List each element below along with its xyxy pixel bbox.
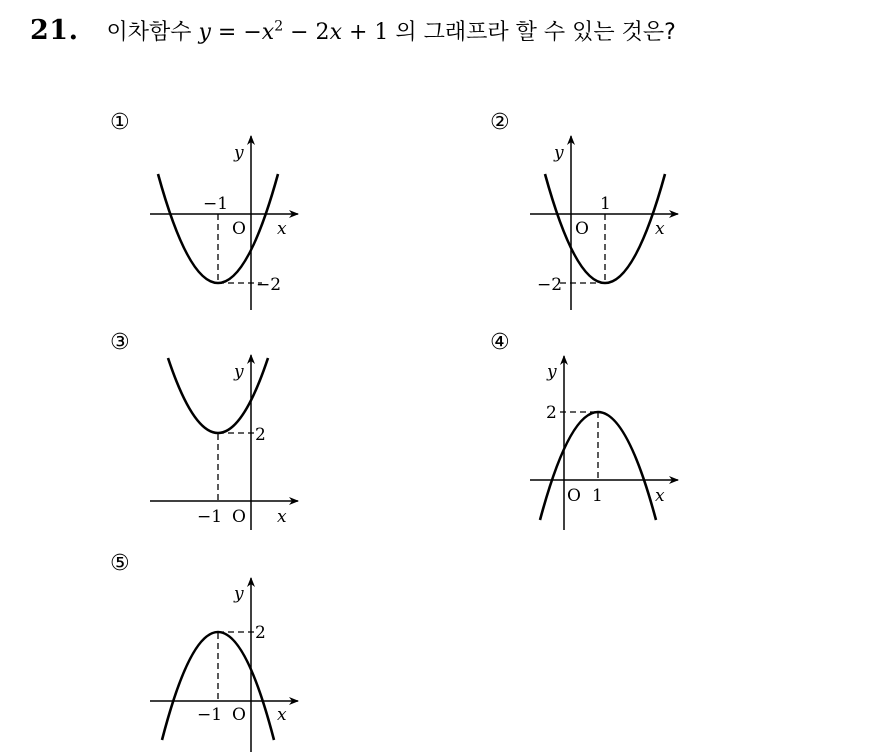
choice-2-vertex-y-label: −2 <box>537 275 563 295</box>
question-suffix: 의 그래프라 할 수 있는 것은? <box>395 19 676 45</box>
choice-1-mark[interactable]: ① <box>110 110 130 135</box>
choice-2-y-label: y <box>554 143 564 163</box>
question-prefix: 이차함수 <box>106 19 192 45</box>
choice-5-origin-label: O <box>232 705 246 725</box>
choice-3-vertex-x-label: −1 <box>197 507 223 527</box>
choice-2-mark[interactable]: ② <box>490 110 510 135</box>
choice-5-axes <box>150 578 298 752</box>
choice-4-vertex-y-label: 2 <box>546 403 557 423</box>
choice-1-origin-label: O <box>232 219 246 239</box>
choice-1-vertex-x-label: −1 <box>203 194 229 214</box>
choice-5-y-label: y <box>234 584 244 604</box>
choice-4-x-label: x <box>655 486 665 506</box>
choice-2-x-label: x <box>655 219 665 239</box>
choice-5-mark[interactable]: ⑤ <box>110 551 130 576</box>
eq-lhs: y <box>198 19 211 45</box>
choice-5-vertex-y-label: 2 <box>255 623 266 643</box>
eq-exponent: 2 <box>274 18 284 35</box>
choice-5-vertex-x-label: −1 <box>197 705 223 725</box>
choice-4-mark[interactable]: ④ <box>490 330 510 355</box>
choice-1-x-label: x <box>277 219 287 239</box>
question-number: 21. <box>30 14 79 46</box>
choice-4-y-label: y <box>547 362 557 382</box>
choice-1-y-label: y <box>234 143 244 163</box>
choice-1-vertex-y-label: −2 <box>256 275 282 295</box>
choice-2-vertex-x-label: 1 <box>600 194 611 214</box>
choice-3-origin-label: O <box>232 507 246 527</box>
choice-4-vertex-x-label: 1 <box>592 486 603 506</box>
eq-constant-term: + 1 <box>341 19 389 45</box>
eq-equals: = − <box>210 19 262 45</box>
choice-3-y-label: y <box>234 362 244 382</box>
eq-linear-term: − 2 <box>283 19 330 45</box>
choice-5-x-label: x <box>277 705 287 725</box>
choice-3-mark[interactable]: ③ <box>110 330 130 355</box>
choice-4-origin-label: O <box>567 486 581 506</box>
eq-x: x <box>261 19 275 45</box>
choice-3-vertex-y-label: 2 <box>255 425 266 445</box>
eq-x2: x <box>329 19 342 45</box>
choice-2-origin-label: O <box>575 219 589 239</box>
choice-3-x-label: x <box>277 507 287 527</box>
